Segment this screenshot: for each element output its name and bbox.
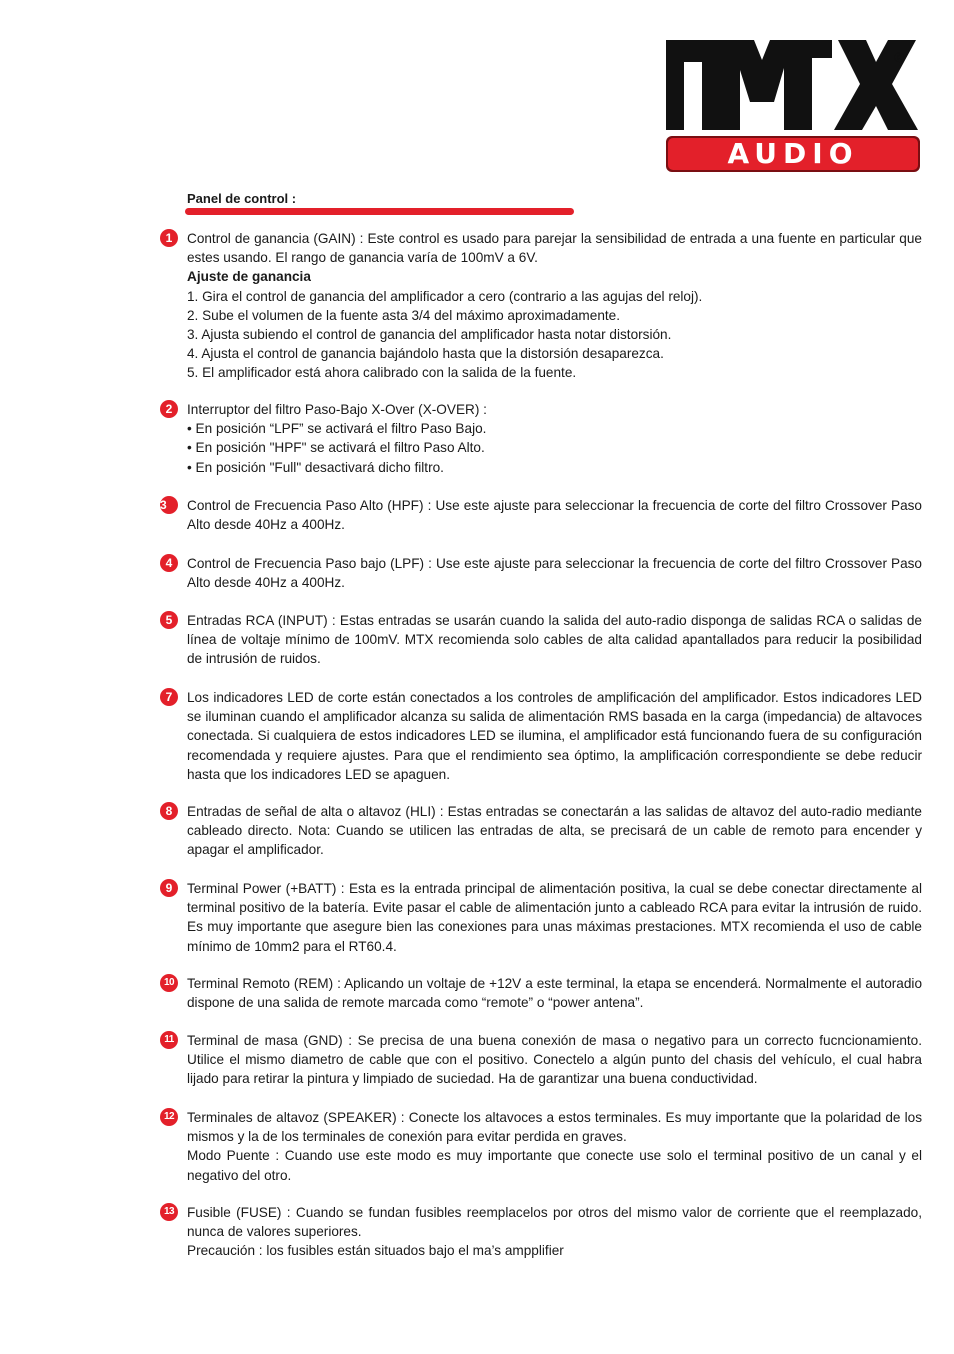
item-text: Modo Puente : Cuando use este modo es muy importante que conecte use solo el terminal positivo de un canal y el negativo del otro. (187, 1148, 922, 1183)
registered-mark: ® (894, 49, 905, 65)
section-title: Panel de control : (187, 191, 297, 206)
step-line: 4. Ajusta el control de ganancia bajándolo hasta que la distorsión desaparezca. (187, 346, 664, 362)
item-text: Terminal Power (+BATT) : Esta es la entrada principal de alimentación positiva, la cual se debe conectar directamente al terminal positivo de la batería. Evite pasar el cable de alimentación junto a cableado RCA para evitar la intrusión de ruido. Es muy importante que asegure bien las conexiones para unas máximas prestaciones. MTX recomienda el uso de cable mínimo de 10mm2 para el RT60.4. (187, 881, 922, 954)
mtx-wordmark (666, 40, 918, 130)
item-clip-leds (165, 688, 922, 784)
item-rca-inputs (165, 611, 922, 669)
item-bullet: • En posición "Full" desactivará dicho filtro. (187, 459, 444, 475)
item-number-badge: 11 (160, 1031, 178, 1049)
item-bullet: • En posición “LPF” se activará el filtro Paso Bajo. (187, 421, 487, 437)
item-number-badge: 12 (160, 1108, 178, 1126)
item-number-badge: 5 (160, 611, 178, 629)
item-text: Terminales de altavoz (SPEAKER) : Conecte los altavoces a estos terminales. Es muy importante que la polaridad de los mismos y la de los terminales de conexión para evitar perdida en graves. (187, 1110, 922, 1145)
audio-banner (666, 136, 920, 172)
item-number-badge: 9 (160, 879, 178, 897)
item-text: Los indicadores LED de corte están conectados a los controles de amplificación del amplificador. Estos indicadores LED se iluminan cuando el amplificador alcanza su salida de alimentación RMS basada en la carga (impedancia) de altavoces conectada. Si cualquiera de estos indicadores LED se ilumina, el amplificador está funcionando fuera de su configuración recomendada y requiere ajustes. Para que el rendimiento sea óptimo, la amplificación correspondiente se debe reducir hasta que los indicadores LED se apaguen. (187, 690, 922, 782)
title-underline (185, 208, 574, 215)
item-lpf-control (165, 554, 922, 592)
item-text: Interruptor del filtro Paso-Bajo X-Over (X-OVER) : (187, 402, 487, 417)
item-text: Entradas de señal de alta o altavoz (HLI) : Estas entradas se conectarán a las salidas de altavoz del auto-radio mediante cableado directo. Nota: Cuando se utilicen las entradas de alta, se precisará de un cable de remoto para encender y apagar el amplificador. (187, 804, 922, 858)
step-line: 3. Ajusta subiendo el control de ganancia del amplificador hasta notar distorsión. (187, 327, 672, 343)
item-number-badge: 10 (160, 974, 178, 992)
item-high-level-inputs (165, 802, 922, 860)
step-line: 2. Sube el volumen de la fuente asta 3/4 del máximo aproximadamente. (187, 307, 620, 323)
item-text: Control de Frecuencia Paso bajo (LPF) : Use este ajuste para seleccionar la frecuencia de corte del filtro Crossover Paso Alto desde 40Hz a 400Hz. (187, 556, 922, 591)
item-text: Entradas RCA (INPUT) : Estas entradas se usarán cuando la salida del auto-radio disponga de salidas RCA o salidas de línea de voltaje mínimo de 100mV. MTX recomienda solo cables de alta calidad apantallados para reducir la posibilidad de intrusión de ruidos. (187, 613, 922, 667)
item-number-badge: 2 (160, 400, 178, 418)
step-line: 1. Gira el control de ganancia del amplificador a cero (contrario a las agujas del reloj). (187, 288, 703, 304)
item-number-badge: 1 (160, 229, 178, 247)
item-remote-terminal (163, 974, 922, 1012)
item-ground-terminal (164, 1031, 922, 1089)
item-number-badge: 13 (160, 1203, 178, 1221)
mtx-audio-logo (662, 30, 924, 180)
item-bullet: • En posición "HPF" se activará el filtro Paso Alto. (187, 440, 485, 456)
item-text: Fusible (FUSE) : Cuando se fundan fusibles reemplacelos por otros del mismo valor de corriente que el reemplazado, nunca de valores superiores. (187, 1205, 922, 1240)
audio-text: AUDIO (727, 137, 859, 170)
item-power-terminal (165, 879, 922, 956)
item-subheading: Ajuste de ganancia (187, 269, 311, 285)
item-fuse (163, 1203, 922, 1261)
item-text: Control de Frecuencia Paso Alto (HPF) : Use este ajuste para seleccionar la frecuencia de corte del filtro Crossover Paso Alto desde 40Hz a 400Hz. (187, 498, 922, 533)
item-number-badge: 3 (160, 496, 178, 514)
item-number-badge: 4 (160, 554, 178, 572)
item-text: Precaución : los fusibles están situados bajo el ma’s ampplifier (187, 1243, 564, 1259)
item-text: Terminal Remoto (REM) : Aplicando un voltaje de +12V a este terminal, la etapa se encenderá. Normalmente el autoradio dispone de una salida de remote marcada como “remote” o “power antena”. (187, 976, 922, 1011)
item-gain-control (165, 229, 922, 383)
step-line: 5. El amplificador está ahora calibrado con la salida de la fuente. (187, 365, 577, 381)
item-number-badge: 8 (160, 802, 178, 820)
item-number-badge: 7 (160, 688, 178, 706)
item-hpf-control (160, 496, 922, 534)
item-xover-switch (165, 400, 922, 477)
item-text: Control de ganancia (GAIN) : Este control es usado para parejar la sensibilidad de entrada a una fuente en particular que estes usando. El rango de ganancia varía de 100mV a 6V. (187, 231, 922, 266)
item-text: Terminal de masa (GND) : Se precisa de una buena conexión de masa o negativo para un correcto fucncionamiento. Utilice el mismo diametro de cable que con el positivo. Conectelo a algún punto del chasis del vehículo, el cual habra lijado para retirar la pintura y limpiado de suciedad. Ha de garantizar una buena conductividad. (187, 1033, 922, 1087)
item-speaker-terminals (163, 1108, 922, 1185)
